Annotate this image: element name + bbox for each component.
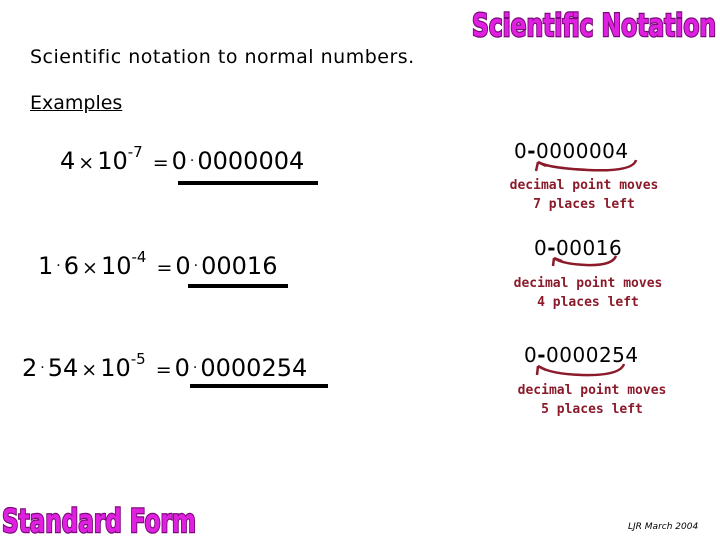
note-3: decimal point moves 5 places left	[517, 383, 667, 417]
equation-1: $4 \times 10^{-7} = 0 \cdot 0000004$	[60, 143, 305, 175]
subtitle: Scientific notation to normal numbers.	[30, 46, 415, 68]
header-logo-text: Scientific Notation	[472, 8, 716, 44]
equation-3: $2 \cdot 54 \times 10^{-5} = 0 \cdot 0000254$	[22, 350, 308, 382]
decimal-display-2: 0-00016	[534, 236, 623, 260]
equation-3-underline	[190, 384, 328, 388]
examples-heading: Examples	[30, 92, 123, 114]
equation-1-underline	[178, 181, 318, 185]
equation-2: $1 \cdot 6 \times 10^{-4} = 0 \cdot 00016$	[38, 248, 278, 280]
footer-credit: LJR March 2004	[628, 522, 699, 532]
decimal-display-1: 0-0000004	[514, 139, 629, 163]
note-1: decimal point moves 7 places left	[509, 178, 659, 212]
note-2: decimal point moves 4 places left	[513, 276, 663, 310]
footer-logo-text: Standard Form	[2, 502, 196, 540]
standard-form-logo	[0, 496, 200, 540]
scientific-notation-logo	[470, 2, 720, 46]
move-arrow-2	[548, 254, 628, 274]
equation-2-underline	[188, 284, 288, 288]
decimal-display-3: 0-0000254	[524, 343, 639, 367]
